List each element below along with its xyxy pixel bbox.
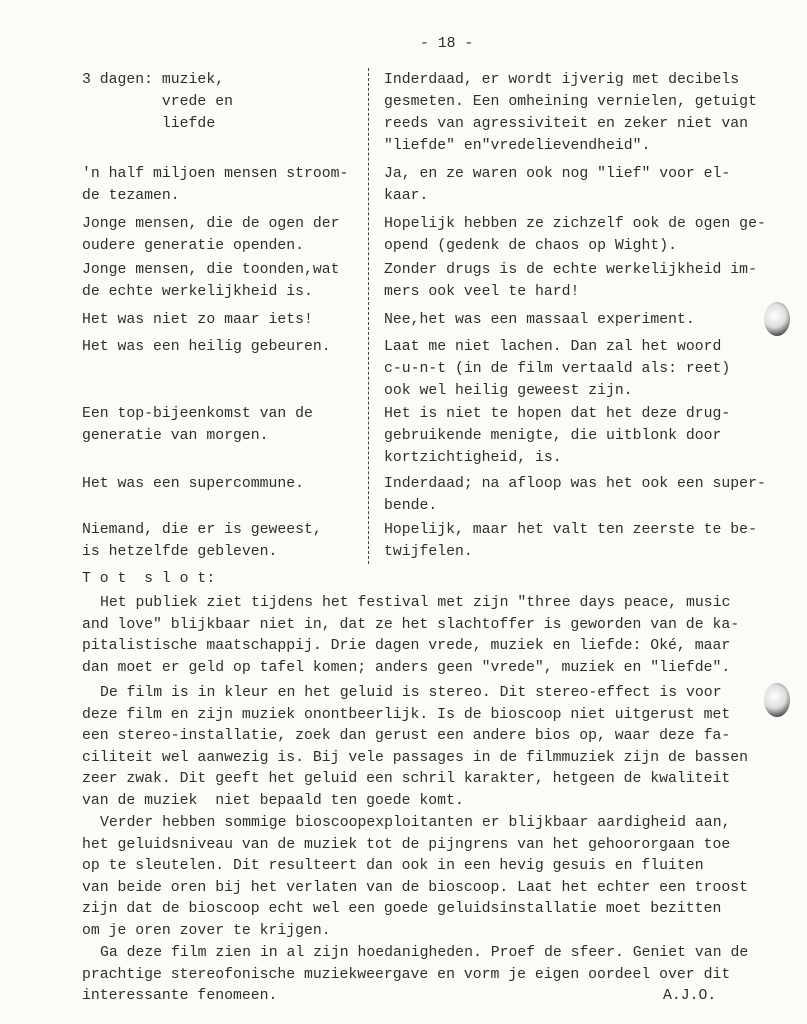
- text-line: Inderdaad, er wordt ijverig met decibels: [384, 72, 740, 88]
- response-cell: [384, 213, 766, 257]
- text-line: 3 dagen: muziek,: [82, 72, 225, 88]
- text-line: gesmeten. Een omheining vernielen, getuigt: [384, 94, 757, 110]
- text-line: Laat me niet lachen. Dan zal het woord: [384, 339, 722, 355]
- text-line: Jonge mensen, die de ogen der: [82, 216, 340, 232]
- text-line: een stereo-installatie, zoek dan gerust een andere bios op, waar deze fa-: [82, 728, 731, 745]
- response-cell: [384, 473, 766, 517]
- paragraph: [82, 683, 748, 813]
- text-line: Ja, en ze waren ook nog "lief" voor el-: [384, 166, 731, 182]
- response-cell: [384, 519, 757, 563]
- text-line: gebruikende menigte, die uitblonk door: [384, 428, 722, 444]
- text-line: zeer zwak. Dit geeft het geluid een schril karakter, hetgeen de kwaliteit: [82, 771, 731, 788]
- text-line: vrede en: [82, 94, 233, 110]
- text-line: zijn dat de bioscoop echt wel een goede geluidsinstallatie moet bezitten: [82, 901, 722, 918]
- text-line: is hetzelfde gebleven.: [82, 544, 278, 560]
- page-number: - 18 -: [420, 36, 474, 52]
- text-line: generatie van morgen.: [82, 428, 269, 444]
- text-line: op te sleutelen. Dit resulteert dan ook in een hevig gesuis en fluiten: [82, 858, 704, 875]
- text-line: Nee,het was een massaal experiment.: [384, 312, 695, 328]
- text-line: mers ook veel te hard!: [384, 284, 580, 300]
- text-line: Ga deze film zien in al zijn hoedanigheden. Proef de sfeer. Geniet van de: [100, 945, 749, 961]
- response-cell: [384, 309, 695, 331]
- response-cell: [384, 259, 757, 303]
- text-line: interessante fenomeen.: [82, 988, 278, 1005]
- column-divider: [368, 68, 369, 564]
- claim-cell: [82, 309, 313, 331]
- text-line: Verder hebben sommige bioscoopexploitanten er blijkbaar aardigheid aan,: [100, 815, 731, 831]
- text-line: pitalistische maatschappij. Drie dagen vrede, muziek en liefde: Oké, maar: [82, 638, 731, 655]
- text-line: Het was niet zo maar iets!: [82, 312, 313, 328]
- text-line: "liefde" en"vredelievendheid".: [384, 138, 651, 154]
- text-line: c-u-n-t (in de film vertaald als: reet): [384, 361, 731, 377]
- text-line: oudere generatie openden.: [82, 238, 304, 254]
- text-line: Het was een heilig gebeuren.: [82, 339, 331, 355]
- punch-hole-icon: [764, 683, 790, 717]
- signature: A.J.O.: [663, 988, 717, 1004]
- text-line: prachtige stereofonische muziekweergave en vorm je eigen oordeel over dit: [82, 966, 731, 983]
- text-line: deze film en zijn muziek onontbeerlijk. Is de bioscoop niet uitgerust met: [82, 706, 731, 723]
- response-cell: [384, 403, 730, 469]
- text-line: van de muziek niet bepaald ten goede komt.: [82, 792, 464, 809]
- text-line: twijfelen.: [384, 544, 473, 560]
- text-line: Jonge mensen, die toonden,wat: [82, 262, 340, 278]
- text-line: om je oren zover te krijgen.: [82, 922, 331, 939]
- claim-cell: [82, 163, 348, 207]
- text-line: Inderdaad; na afloop was het ook een super-: [384, 476, 766, 492]
- text-line: de echte werkelijkheid is.: [82, 284, 313, 300]
- paragraph: [82, 943, 748, 1008]
- response-cell: [384, 163, 730, 207]
- text-line: de tezamen.: [82, 188, 180, 204]
- text-line: het geluidsniveau van de muziek tot de pijngrens van het gehoororgaan toe: [82, 836, 731, 853]
- response-cell: [384, 336, 730, 402]
- text-line: Het is niet te hopen dat het deze drug-: [384, 406, 731, 422]
- claim-cell: [82, 473, 304, 495]
- text-line: van beide oren bij het verlaten van de bioscoop. Laat het echter een troost: [82, 879, 748, 896]
- text-line: Zonder drugs is de echte werkelijkheid im-: [384, 262, 757, 278]
- text-line: Het was een supercommune.: [82, 476, 304, 492]
- text-line: opend (gedenk de chaos op Wight).: [384, 238, 678, 254]
- text-line: Een top-bijeenkomst van de: [82, 406, 313, 422]
- text-line: liefde: [82, 116, 216, 132]
- response-cell: [384, 69, 757, 157]
- text-line: 'n half miljoen mensen stroom-: [82, 166, 349, 182]
- claim-cell: [82, 213, 340, 257]
- punch-hole-icon: [764, 302, 790, 336]
- text-line: Het publiek ziet tijdens het festival met zijn "three days peace, music: [100, 595, 731, 611]
- text-line: kaar.: [384, 188, 429, 204]
- claim-cell: [82, 519, 322, 563]
- paragraph: [82, 813, 748, 943]
- conclusion-heading: T o t s l o t:: [82, 571, 216, 587]
- paragraph: [82, 593, 739, 679]
- text-line: ook wel heilig geweest zijn.: [384, 383, 633, 399]
- text-line: and love" blijkbaar niet in, dat ze het slachtoffer is geworden van de ka-: [82, 616, 740, 633]
- claim-cell: [82, 259, 340, 303]
- text-line: ciliteit wel aanwezig is. Bij vele passages in de filmmuziek zijn de bassen: [82, 749, 748, 766]
- claim-cell: [82, 336, 331, 358]
- text-line: kortzichtigheid, is.: [384, 450, 562, 466]
- text-line: dan moet er geld op tafel komen; anders geen "vrede", muziek en "liefde".: [82, 659, 731, 676]
- claim-cell: [82, 403, 313, 447]
- text-line: bende.: [384, 498, 438, 514]
- text-line: Niemand, die er is geweest,: [82, 522, 322, 538]
- text-line: Hopelijk, maar het valt ten zeerste te be-: [384, 522, 757, 538]
- text-line: reeds van agressiviteit en zeker niet van: [384, 116, 749, 132]
- claim-cell: [82, 69, 233, 135]
- text-line: Hopelijk hebben ze zichzelf ook de ogen ge-: [384, 216, 766, 232]
- text-line: De film is in kleur en het geluid is stereo. Dit stereo-effect is voor: [100, 685, 722, 701]
